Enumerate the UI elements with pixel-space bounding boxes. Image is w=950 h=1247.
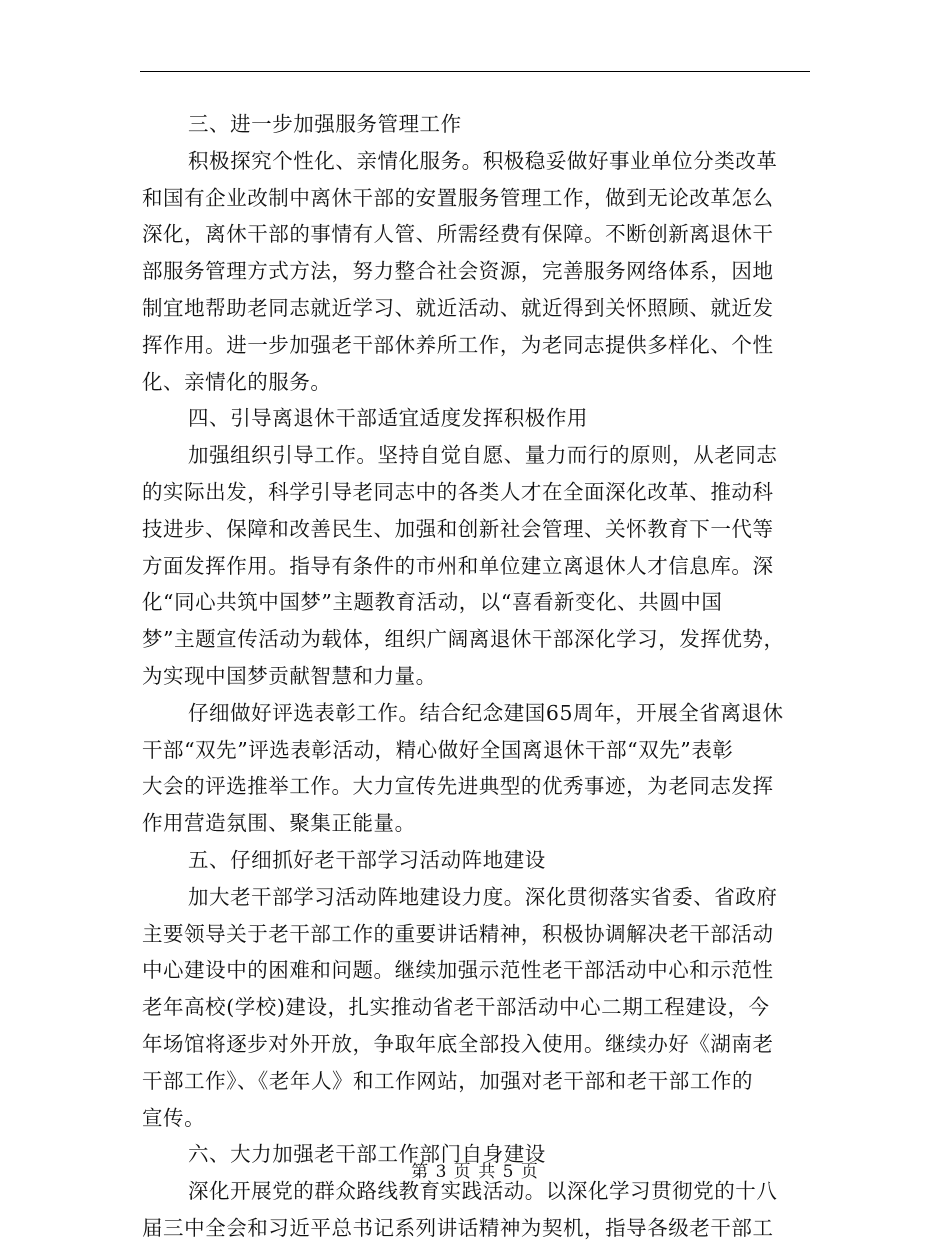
- text-line: 挥作用。进一步加强老干部休养所工作，为老同志提供多样化、个性: [142, 332, 774, 357]
- text-line: 三、进一步加强服务管理工作: [188, 112, 462, 136]
- text-line: 为实现中国梦贡献智慧和力量。: [142, 663, 437, 688]
- text-line: 积极探究个性化、亲情化服务。积极稳妥做好事业单位分类改革: [188, 148, 778, 173]
- text-line: 加强组织引导工作。坚持自觉自愿、量力而行的原则，从老同志: [188, 443, 778, 468]
- page-number-footer: 第 3 页 共 5 页: [411, 1162, 539, 1182]
- text-line: 五、仔细抓好老干部学习活动阵地建设: [188, 847, 546, 872]
- text-line: 的实际出发，科学引导老同志中的各类人才在全面深化改革、推动科: [142, 479, 774, 504]
- text-line: 和国有企业改制中离休干部的安置服务管理工作，做到无论改革怎么: [142, 185, 774, 210]
- text-line: 干部“双先”评选表彰活动，精心做好全国离退休干部“双先”表彰: [142, 737, 734, 762]
- text-line: 宣传。: [142, 1105, 206, 1130]
- text-line: 仔细做好评选表彰工作。结合纪念建国65周年，开展全省离退休: [188, 700, 784, 725]
- text-line: 制宜地帮助老同志就近学习、就近活动、就近得到关怀照顾、就近发: [142, 295, 774, 320]
- text-line: 老年高校(学校)建设，扎实推动省老干部活动中心二期工程建设，今: [142, 995, 770, 1020]
- document-body: [142, 106, 810, 1247]
- text-line: 中心建设中的困难和问题。继续加强示范性老干部活动中心和示范性: [142, 958, 774, 983]
- text-line: 深化开展党的群众路线教育实践活动。以深化学习贯彻党的十八: [188, 1179, 778, 1204]
- text-line: 化、亲情化的服务。: [142, 369, 332, 394]
- header-rule: [140, 71, 810, 72]
- text-line: 干部工作》、《老年人》和工作网站，加强对老干部和老干部工作的: [142, 1068, 753, 1093]
- text-line: 技进步、保障和改善民生、加强和创新社会管理、关怀教育下一代等: [142, 516, 774, 541]
- text-line: 部服务管理方式方法，努力整合社会资源，完善服务网络体系，因地: [142, 259, 774, 284]
- text-line: 届三中全会和习近平总书记系列讲话精神为契机，指导各级老干部工: [142, 1215, 774, 1240]
- text-line: 六、大力加强老干部工作部门自身建设: [188, 1142, 546, 1167]
- text-line: 主要领导关于老干部工作的重要讲话精神，积极协调解决老干部活动: [142, 921, 774, 946]
- text-line: 深化，离休干部的事情有人管、所需经费有保障。不断创新离退休干: [142, 222, 774, 247]
- text-line: 梦”主题宣传活动为载体，组织广阔离退休干部深化学习，发挥优势，: [142, 627, 785, 652]
- text-line: 方面发挥作用。指导有条件的市州和单位建立离退休人才信息库。深: [142, 553, 774, 578]
- text-line: 加大老干部学习活动阵地建设力度。深化贯彻落实省委、省政府: [188, 884, 778, 909]
- text-line: 年场馆将逐步对外开放，争取年底全部投入使用。继续办好《湖南老: [142, 1031, 774, 1056]
- text-line: 化“同心共筑中国梦”主题教育活动，以“喜看新变化、共圆中国: [142, 590, 723, 615]
- text-line: 作用营造氛围、聚集正能量。: [142, 811, 416, 836]
- text-line: 大会的评选推举工作。大力宣传先进典型的优秀事迹，为老同志发挥: [142, 774, 774, 799]
- text-line: 四、引导离退休干部适宜适度发挥积极作用: [188, 406, 588, 431]
